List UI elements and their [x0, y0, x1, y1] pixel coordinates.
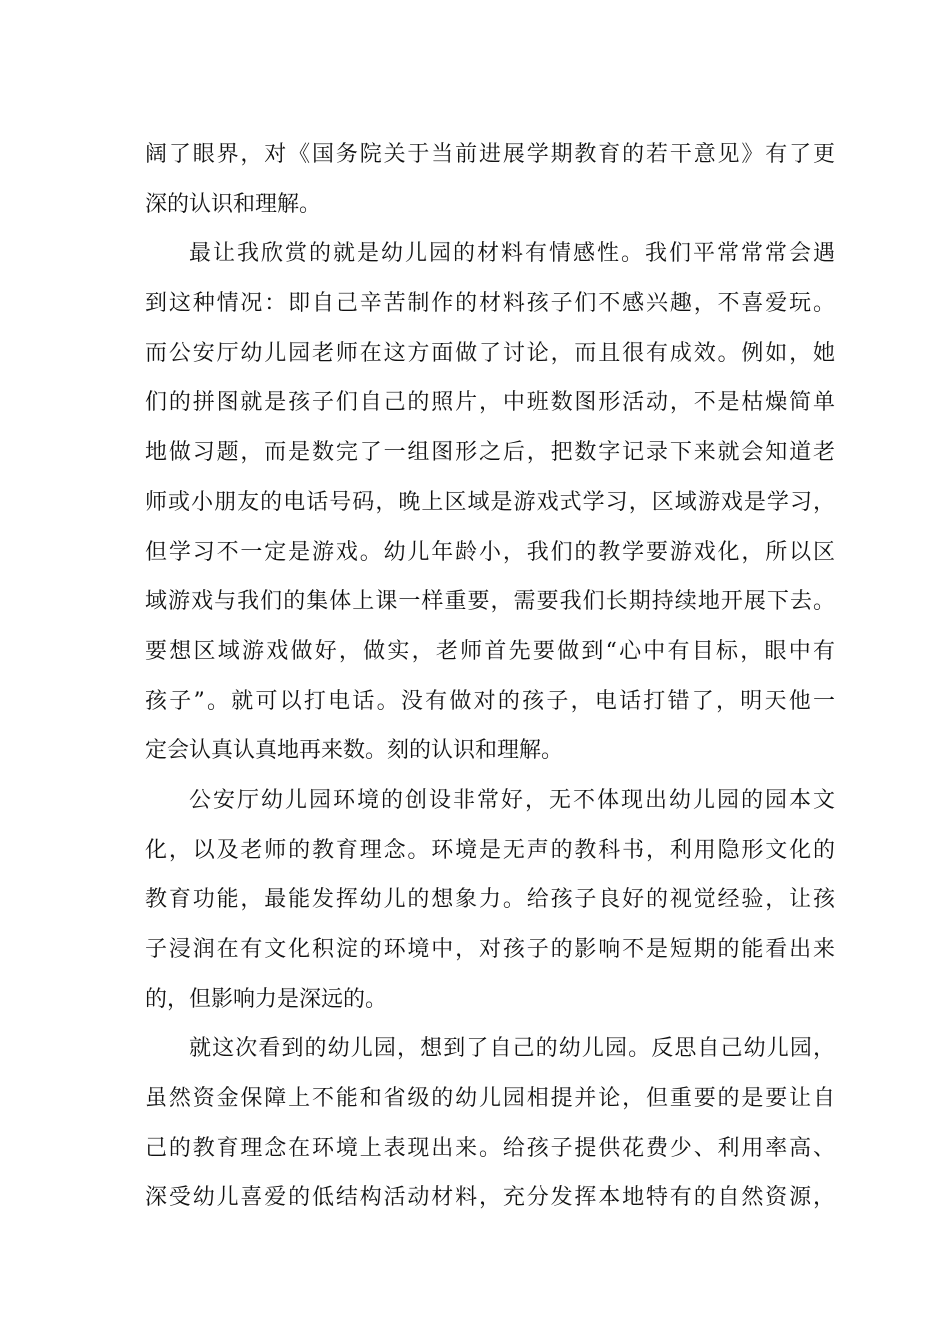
paragraph-3-line-3: 教育功能，最能发挥幼儿的想象力。给孩子良好的视觉经验，让孩: [145, 887, 835, 913]
paragraph-2-line-3: 而公安厅幼儿园老师在这方面做了讨论，而且很有成效。例如，她: [145, 340, 835, 366]
paragraph-3-line-2: 化，以及老师的教育理念。环境是无声的教科书，利用隐形文化的: [145, 837, 835, 863]
paragraph-2-line-1: 最让我欣赏的就是幼儿园的材料有情感性。我们平常常常会遇: [189, 241, 835, 267]
paragraph-1: [145, 130, 835, 229]
paragraph-2-line-7: 但学习不一定是游戏。幼儿年龄小，我们的教学要游戏化，所以区: [145, 539, 835, 565]
paragraph-2-line-11: 定会认真认真地再来数。刻的认识和理解。: [145, 738, 564, 764]
paragraph-2-line-6: 师或小朋友的电话号码，晚上区域是游戏式学习，区域游戏是学习，: [145, 489, 835, 515]
paragraph-4-line-1: 就这次看到的幼儿园，想到了自己的幼儿园。反思自己幼儿园，: [189, 1036, 835, 1062]
paragraph-2-line-5: 地做习题，而是数完了一组图形之后，把数字记录下来就会知道老: [145, 440, 835, 466]
paragraph-2-line-2: 到这种情况：即自己辛苦制作的材料孩子们不感兴趣，不喜爱玩。: [145, 291, 835, 317]
paragraph-4-line-4: 深受幼儿喜爱的低结构活动材料，充分发挥本地特有的自然资源，: [145, 1185, 835, 1211]
document-body: [145, 130, 835, 1223]
paragraph-3-line-1: 公安厅幼儿园环境的创设非常好，无不体现出幼儿园的园本文: [189, 787, 835, 813]
paragraph-2: [145, 229, 835, 776]
paragraph-4-line-2: 虽然资金保障上不能和省级的幼儿园相提并论，但重要的是要让自: [145, 1086, 835, 1112]
paragraph-2-line-8: 域游戏与我们的集体上课一样重要，需要我们长期持续地开展下去。: [145, 589, 835, 615]
paragraph-4: [145, 1024, 835, 1223]
paragraph-3-line-5: 的，但影响力是深远的。: [145, 986, 388, 1012]
paragraph-1-line-2: 深的认识和理解。: [145, 191, 322, 217]
paragraph-4-line-3: 己的教育理念在环境上表现出来。给孩子提供花费少、利用率高、: [145, 1135, 835, 1161]
paragraph-1-line-1: 阔了眼界，对《国务院关于当前进展学期教育的若干意见》有了更: [145, 142, 835, 167]
paragraph-2-line-10: 孩子”。就可以打电话。没有做对的孩子，电话打错了，明天他一: [145, 688, 835, 714]
paragraph-3: [145, 776, 835, 1024]
paragraph-2-line-4: 们的拼图就是孩子们自己的照片，中班数图形活动，不是枯燥简单: [145, 390, 835, 416]
paragraph-2-line-9: 要想区域游戏做好，做实，老师首先要做到“心中有目标，眼中有: [145, 638, 835, 664]
paragraph-3-line-4: 子浸润在有文化积淀的环境中，对孩子的影响不是短期的能看出来: [145, 937, 835, 962]
